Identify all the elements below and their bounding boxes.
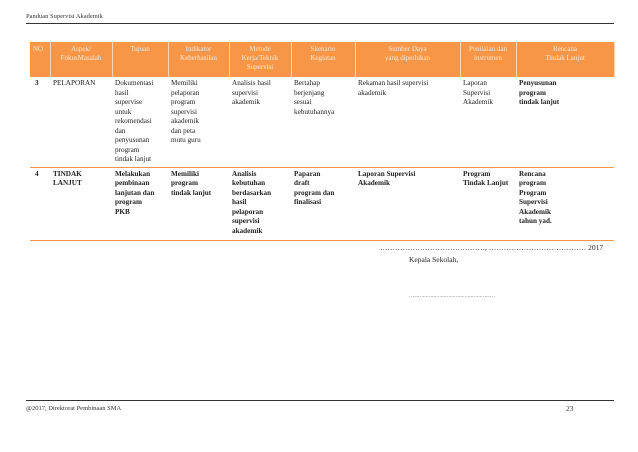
cell-aspek: PELAPORAN bbox=[50, 77, 112, 167]
cell-no: 4 bbox=[30, 167, 50, 240]
running-header: Panduan Supervisi Akademik bbox=[26, 13, 103, 20]
cell-aspek: TINDAK LANJUT bbox=[50, 167, 112, 240]
col-header-tujuan: Tujuan bbox=[112, 42, 168, 77]
cell-skenario: Paparan draft program dan finalisasi bbox=[291, 167, 355, 240]
col-header-rencana: Rencana Tindak Lanjut bbox=[516, 42, 614, 77]
table-header-row bbox=[30, 42, 614, 77]
cell-rencana: Rencana program Program Supervisi Akademik tahun yad. bbox=[516, 167, 614, 240]
col-header-metode: Metode Kerja/Teknik Supervisi bbox=[229, 42, 291, 77]
supervision-table bbox=[30, 42, 615, 241]
cell-skenario: Bertahap berjenjang sesuai kebutuhannya bbox=[291, 77, 355, 167]
col-header-skenario: Skenario Kegiatan bbox=[291, 42, 355, 77]
cell-penilaian: Laporan Supervisi Akademik bbox=[460, 77, 516, 167]
cell-metode: Analisis kebutuhan berdasarkan hasil pelaporan supervisi akademik bbox=[229, 167, 291, 240]
footer-rule bbox=[26, 400, 614, 401]
cell-indikator: Memiliki program tindak lanjut bbox=[168, 167, 229, 240]
col-header-indikator: Indikator Keberhasilan bbox=[168, 42, 229, 77]
cell-metode: Analisis hasil supervisi akademik bbox=[229, 77, 291, 167]
cell-sumber: Laporan Supervisi Akademik bbox=[355, 167, 460, 240]
col-header-sumber: Sumber Daya yang diperlukan bbox=[355, 42, 460, 77]
cell-penilaian: Program Tindak Lanjut bbox=[460, 167, 516, 240]
table-row bbox=[30, 77, 614, 167]
cell-no: 3 bbox=[30, 77, 50, 167]
signature-name-line: ………………………………………………… bbox=[409, 294, 495, 299]
signature-place-date: ……………………………………, ………………………………… 2017 bbox=[380, 243, 604, 252]
cell-indikator: Memiliki pelaporan program supervisi akademik dan peta mutu guru bbox=[168, 77, 229, 167]
page-number: 23 bbox=[566, 404, 574, 413]
col-header-penilaian: Penilaian dan instrumen bbox=[460, 42, 516, 77]
signature-role: Kepala Sekolah, bbox=[409, 255, 459, 264]
col-header-aspek: Aspek/ FokusMasalah bbox=[50, 42, 112, 77]
cell-tujuan: Melakukan pembinaan lanjutan dan program PKB bbox=[112, 167, 168, 240]
cell-tujuan: Dokumentasi hasil supervise untuk rekomendasi dan penyusunan program tindak lanjut bbox=[112, 77, 168, 167]
cell-sumber: Rekaman hasil supervisi akademik bbox=[355, 77, 460, 167]
cell-rencana: Penyusunan program tindak lanjut bbox=[516, 77, 614, 167]
footer-copyright: @2017, Direktorat Pembinaan SMA bbox=[26, 405, 122, 412]
header-rule bbox=[26, 23, 614, 24]
table-row bbox=[30, 167, 614, 240]
col-header-no: NO bbox=[30, 42, 50, 77]
signature-block bbox=[380, 243, 604, 264]
